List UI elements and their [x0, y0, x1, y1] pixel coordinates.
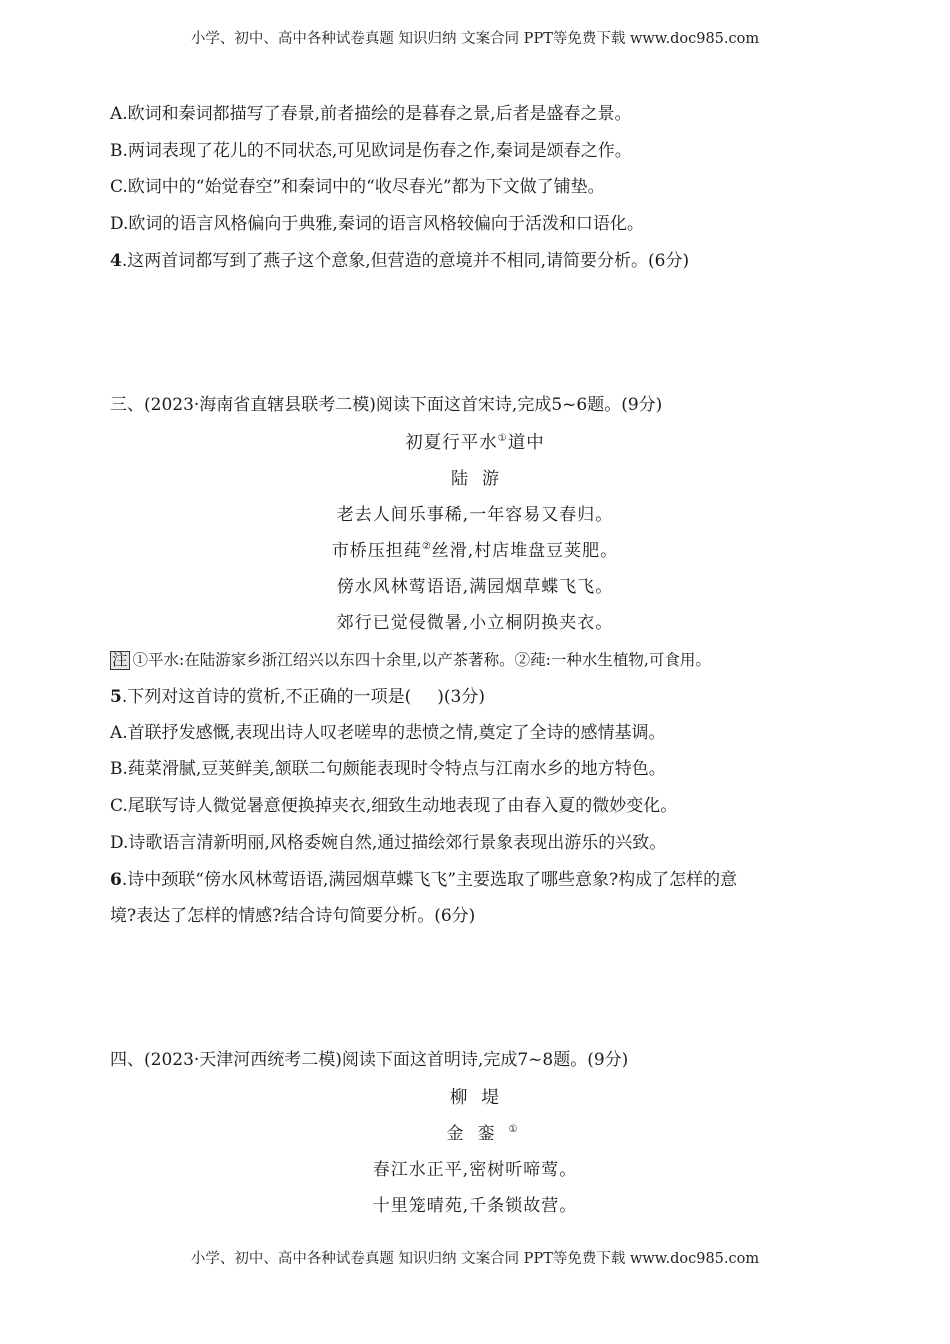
q5-option-a: A.首联抒发感慨,表现出诗人叹老嗟卑的悲愤之情,奠定了全诗的感情基调。 — [110, 723, 666, 743]
q5-option-b: B.莼菜滑腻,豆荚鲜美,颔联二句颇能表现时令特点与江南水乡的地方特色。 — [110, 759, 666, 779]
poem-1-line-2 — [0, 540, 950, 562]
question-5-score: )(3分) — [437, 687, 486, 707]
poem-2-title: 柳 堤 — [449, 1088, 501, 1108]
question-6-line-2: 境?表达了怎样的情感?结合诗句简要分析。(6分) — [110, 906, 476, 926]
poem-1-line-3: 傍水风林莺语语,满园烟草蝶飞飞。 — [336, 577, 614, 597]
poem-1-title — [0, 432, 950, 454]
note-label-box: 注 — [112, 651, 128, 669]
poem-1-line-2-start: 市桥压担莼 — [331, 541, 422, 561]
poem-1-line-1: 老去人间乐事稀,一年容易又春归。 — [336, 505, 614, 525]
poem-1-line-4: 郊行已觉侵微暑,小立桐阴换夹衣。 — [336, 613, 614, 633]
poem-1-title-footnote-mark: ① — [497, 433, 508, 444]
poem-2-author — [0, 1123, 950, 1145]
poem-1-title-end: 道中 — [507, 433, 545, 453]
question-4-number: 4 — [110, 251, 122, 271]
poem-2-line-2: 十里笼晴苑,千条锁故营。 — [372, 1196, 578, 1216]
section-3-heading: 三、(2023·海南省直辖县联考二模)阅读下面这首宋诗,完成5~6题。(9分) — [110, 395, 663, 415]
q5-option-c: C.尾联写诗人微觉暑意便换掉夹衣,细致生动地表现了由春入夏的微妙变化。 — [110, 796, 678, 816]
question-4-text: .这两首词都写到了燕子这个意象,但营造的意境并不相同,请简要分析。(6分) — [121, 251, 690, 271]
question-4 — [110, 250, 689, 272]
question-6-line-1 — [110, 869, 737, 891]
q3-option-d: D.欧词的语言风格偏向于典雅,秦词的语言风格较偏向于活泼和口语化。 — [110, 214, 644, 234]
question-5-number: 5 — [110, 687, 122, 707]
poem-2-line-1: 春江水正平,密树听啼莺。 — [372, 1160, 578, 1180]
q5-option-d: D.诗歌语言清新明丽,风格委婉自然,通过描绘郊行景象表现出游乐的兴致。 — [110, 833, 667, 853]
section-4-heading: 四、(2023·天津河西统考二模)阅读下面这首明诗,完成7~8题。(9分) — [110, 1050, 629, 1070]
poem-1-line-2-end: 丝滑,村店堆盘豆荚肥。 — [431, 541, 619, 561]
question-6-number: 6 — [110, 870, 122, 890]
page-footer: 小学、初中、高中各种试卷真题 知识归纳 文案合同 PPT等免费下载 www.doc985.com — [190, 1251, 760, 1267]
question-6-text: .诗中颈联“傍水风林莺语语,满园烟草蝶飞飞”主要选取了哪些意象?构成了怎样的意 — [121, 870, 738, 890]
q3-option-b: B.两词表现了花儿的不同状态,可见欧词是伤春之作,秦词是颂春之作。 — [110, 141, 632, 161]
poem-1-title-main: 初夏行平水 — [405, 433, 498, 453]
page-header: 小学、初中、高中各种试卷真题 知识归纳 文案合同 PPT等免费下载 www.doc985.com — [190, 31, 760, 47]
poem-1-author: 陆游 — [451, 469, 513, 489]
poem-1-line-2-footnote-mark: ② — [421, 541, 432, 552]
q3-option-a: A.欧词和秦词都描写了春景,前者描绘的是暮春之景,后者是盛春之景。 — [110, 104, 632, 124]
note-text: ①平水:在陆游家乡浙江绍兴以东四十余里,以产茶著称。②莼:一种水生植物,可食用。 — [132, 651, 711, 669]
q3-option-c: C.欧词中的“始觉春空”和秦词中的“收尽春光”都为下文做了铺垫。 — [110, 177, 605, 197]
poem-2-author-name: 金銮 — [446, 1124, 509, 1144]
question-5 — [110, 686, 485, 708]
question-5-text: .下列对这首诗的赏析,不正确的一项是( — [121, 687, 412, 707]
poem-2-author-footnote-mark: ① — [508, 1124, 518, 1135]
poem-1-notes — [110, 649, 711, 671]
